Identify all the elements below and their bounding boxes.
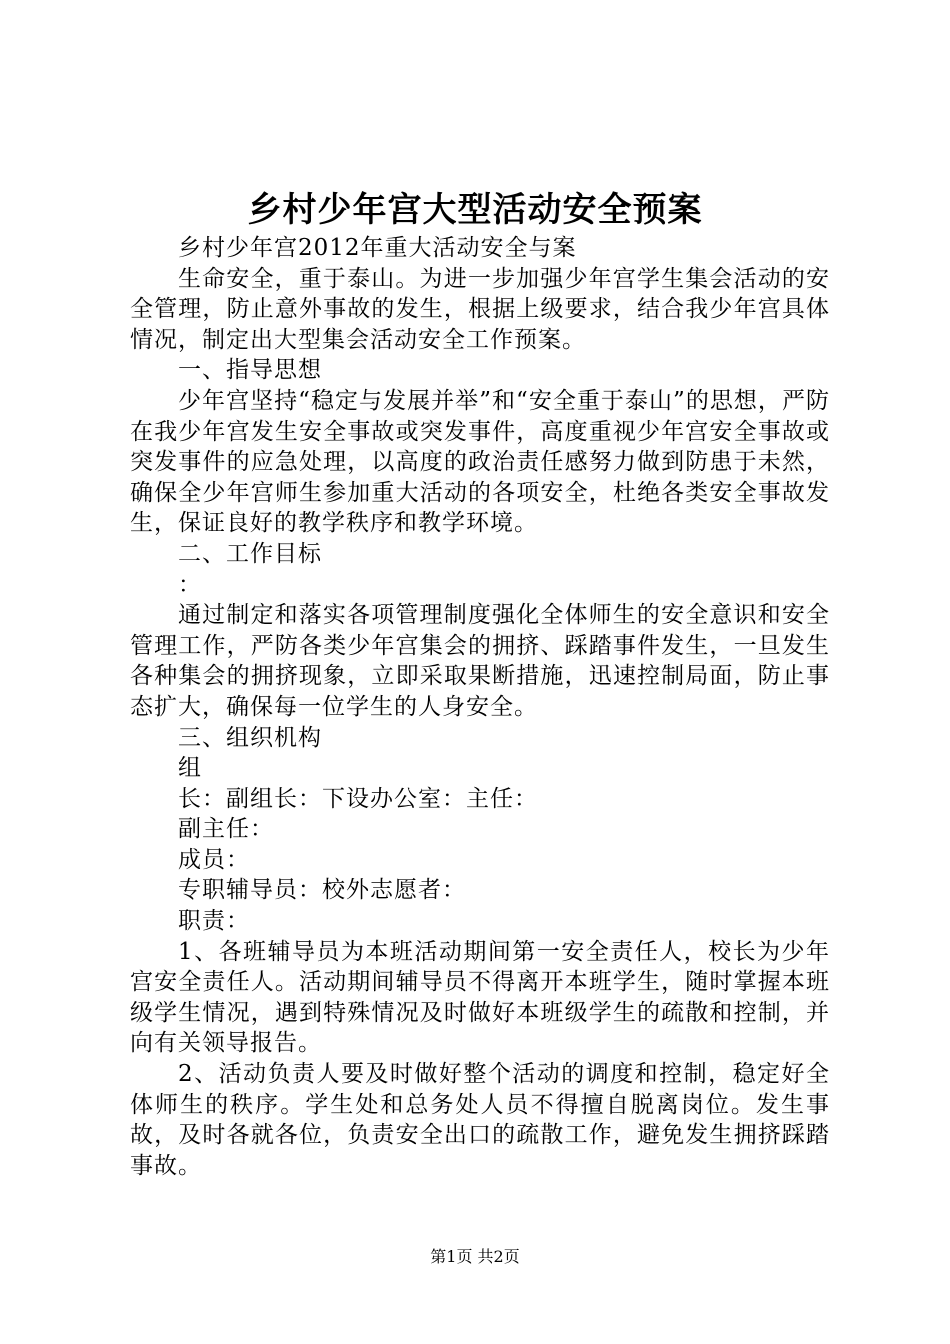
section-heading-3: 三、组织机构: [178, 724, 322, 751]
intro-paragraph: 生命安全，重于泰山。为进一步加强少年宫学生集会活动的安全管理，防止意外事故的发生，根据上级要求，结合我少年宫具体情况，制定出大型集会活动安全工作预案。: [130, 265, 830, 353]
duties-heading: 职责：: [178, 908, 250, 935]
document-body: [130, 233, 830, 1181]
org-line-4: 成员：: [178, 846, 250, 873]
colon-line: ：: [178, 571, 202, 598]
org-line-1: 组: [178, 755, 202, 782]
work-goal-paragraph: 通过制定和落实各项管理制度强化全体师生的安全意识和安全管理工作，严防各类少年宫集会的拥挤、踩踏事件发生，一旦发生各种集会的拥挤现象，立即采取果断措施，迅速控制局面，防止事态扩大，确保每一位学生的人身安全。: [130, 602, 830, 720]
org-line-5: 专职辅导员：校外志愿者：: [178, 877, 466, 904]
page-footer: 第1页 共2页: [430, 1247, 520, 1266]
duty-item-2: 2、活动负责人要及时做好整个活动的调度和控制，稳定好全体师生的秩序。学生处和总务处人员不得擅自脱离岗位。发生事故，及时各就各位，负责安全出口的疏散工作，避免发生拥挤踩踏事故。: [130, 1061, 830, 1179]
subtitle-line: 乡村少年宫2012年重大活动安全与案: [178, 235, 577, 261]
duty-item-1: 1、各班辅导员为本班活动期间第一安全责任人，校长为少年宫安全责任人。活动期间辅导员不得离开本班学生，随时掌握本班级学生情况，遇到特殊情况及时做好本班级学生的疏散和控制，并向有关领导报告。: [130, 938, 830, 1057]
document-title: 乡村少年宫大型活动安全预案: [247, 190, 703, 230]
org-line-3: 副主任：: [178, 816, 274, 843]
section-heading-2: 二、工作目标: [178, 540, 322, 567]
guiding-thought-paragraph: 少年宫坚持“稳定与发展并举”和“安全重于泰山”的思想，严防在我少年宫发生安全事故或突发事件，高度重视少年宫安全事故或突发事件的应急处理，以高度的政治责任感努力做到防患于未然，确保全少年宫师生参加重大活动的各项安全，杜绝各类安全事故发生，保证良好的教学秩序和教学环境。: [130, 387, 830, 537]
org-line-2: 长：副组长：下设办公室：主任：: [178, 785, 538, 812]
section-heading-1: 一、指导思想: [178, 357, 322, 384]
